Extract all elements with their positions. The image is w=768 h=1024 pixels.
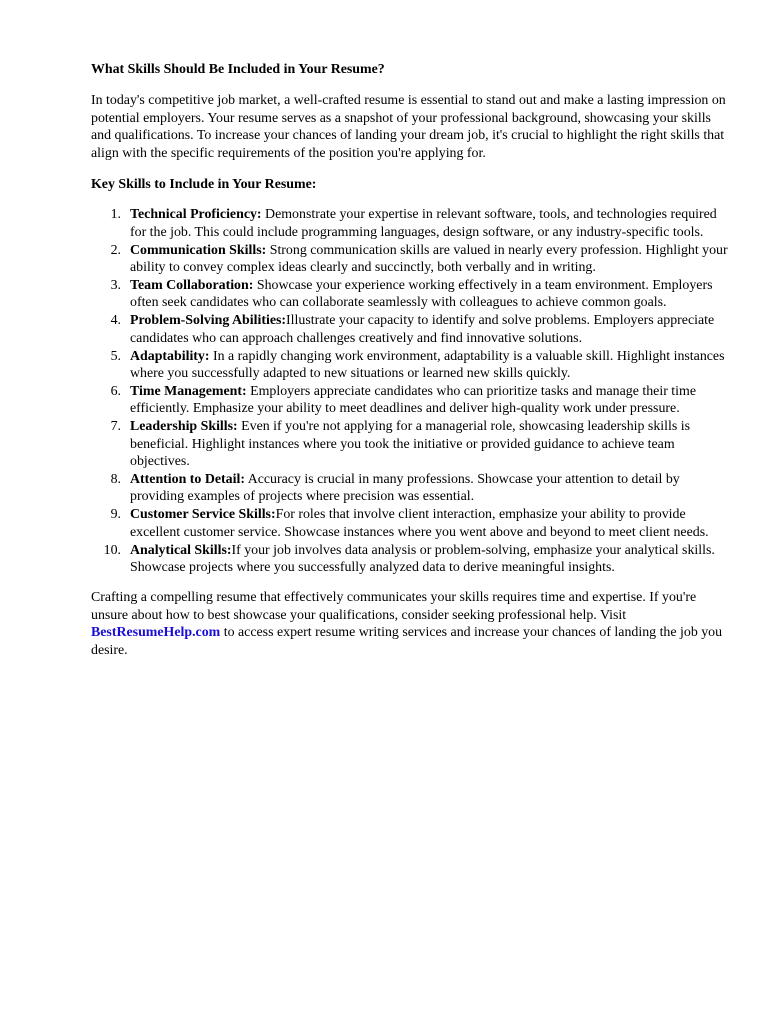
skill-item-time-management — [91, 383, 728, 418]
skill-name: Analytical Skills: — [130, 542, 232, 558]
closing-text-before-link: Crafting a compelling resume that effectively communicates your skills requires time and expertise. If you're unsure about how to best showcase your qualifications, consider seeking professional help. Visit — [91, 590, 697, 623]
list-number: 1. — [110, 207, 121, 223]
bestresumehelp-link[interactable]: BestResumeHelp.com — [91, 625, 221, 641]
skill-name: Team Collaboration: — [130, 278, 254, 294]
skill-item-leadership-skills — [91, 418, 728, 470]
list-number: 3. — [110, 278, 121, 294]
skill-item-problem-solving — [91, 312, 728, 347]
skill-item-team-collaboration — [91, 277, 728, 312]
skill-description: Accuracy is crucial in many professions. Showcase your attention to detail by providing examples of projects where precision was essential. — [130, 472, 680, 505]
key-skills-heading: Key Skills to Include in Your Resume: — [91, 177, 317, 193]
skill-description: For roles that involve client interaction, emphasize your ability to provide excellent customer service. Showcase instances where you went above and beyond to meet client needs. — [130, 507, 709, 540]
skill-description: Employers appreciate candidates who can prioritize tasks and manage their time efficiently. Emphasize your ability to meet deadlines and deliver high-quality work under pressure. — [130, 384, 696, 417]
skill-name: Communication Skills: — [130, 242, 267, 258]
skill-item-analytical-skills — [91, 542, 728, 577]
list-number: 5. — [110, 348, 121, 364]
skill-description: Showcase your experience working effectively in a team environment. Employers often seek candidates who can collaborate seamlessly with colleagues to achieve common goals. — [130, 278, 713, 311]
skill-name: Adaptability: — [130, 348, 210, 364]
skill-description: Demonstrate your expertise in relevant software, tools, and technologies required for the job. This could include programming languages, design software, or any industry-specific tools. — [130, 207, 717, 240]
skill-name: Technical Proficiency: — [130, 207, 262, 223]
skill-name: Problem-Solving Abilities: — [130, 313, 287, 329]
document-title: What Skills Should Be Included in Your Resume? — [91, 62, 385, 77]
skill-item-communication-skills — [91, 242, 728, 277]
list-number: 6. — [110, 384, 121, 399]
skill-description: Illustrate your capacity to identify and solve problems. Employers appreciate candidates who can approach challenges creatively and find innovative solutions. — [130, 313, 715, 346]
skill-name: Leadership Skills: — [130, 419, 238, 435]
skill-description: In a rapidly changing work environment, adaptability is a valuable skill. Highlight instances where you successfully adapted to new situations or learned new skills quickly. — [130, 348, 725, 382]
skill-item-adaptability — [91, 348, 728, 383]
skill-item-attention-to-detail — [91, 471, 728, 506]
closing-text-after-link: to access expert resume writing services and increase your chances of landing the job you desire. — [91, 625, 723, 658]
skill-description: Even if you're not applying for a managerial role, showcasing leadership skills is beneficial. Highlight instances where you took the initiative or provided guidance to achieve team objectives. — [130, 419, 690, 470]
list-number: 4. — [110, 313, 121, 329]
skill-name: Attention to Detail: — [130, 472, 245, 488]
skill-description: If your job involves data analysis or problem-solving, emphasize your analytical skills. Showcase projects where you successfully analyzed data to derive meaningful insights. — [130, 542, 715, 576]
list-number: 7. — [110, 419, 121, 435]
skill-name: Time Management: — [130, 384, 247, 399]
list-number: 2. — [110, 242, 121, 258]
list-number: 10. — [103, 542, 121, 558]
skill-description: Strong communication skills are valued in nearly every profession. Highlight your ability to convey complex ideas clearly and succinctly, both verbally and in writing. — [130, 242, 728, 276]
skill-name: Customer Service Skills: — [130, 507, 276, 523]
list-number: 9. — [110, 507, 121, 523]
skills-list — [91, 206, 728, 576]
list-number: 8. — [110, 472, 121, 488]
intro-paragraph: In today's competitive job market, a well-crafted resume is essential to stand out and make a lasting impression on potential employers. Your resume serves as a snapshot of your professional background, showcasing your skills and qualifications. To increase your chances of landing your dream job, it's crucial to highlight the right skills that align with the specific requirements of the position you're applying for. — [91, 93, 726, 161]
closing-paragraph — [91, 589, 723, 659]
skill-item-technical-proficiency — [91, 206, 728, 241]
skill-item-customer-service — [91, 506, 728, 541]
